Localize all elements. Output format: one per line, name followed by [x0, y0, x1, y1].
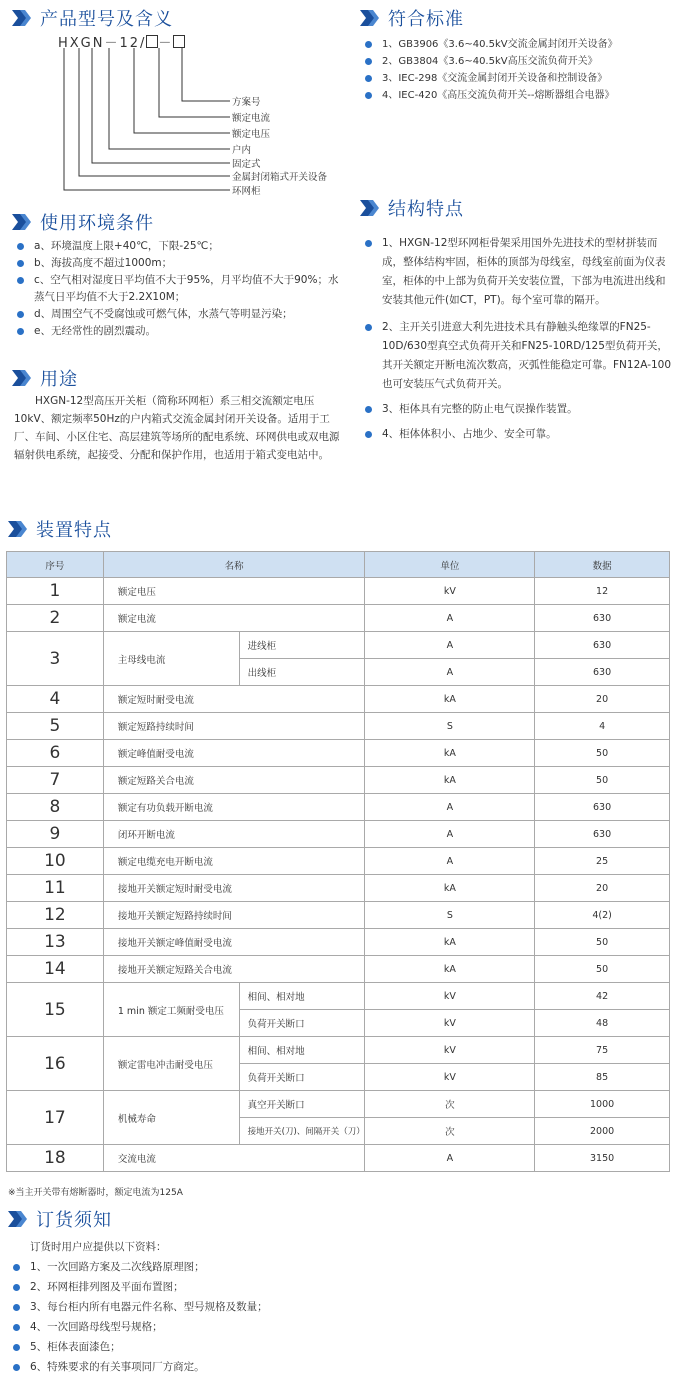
- standards-section-header: [360, 6, 675, 30]
- table-row: 3 主母线电流 进线柜 A 630: [7, 632, 670, 659]
- env-item: c、空气相对湿度日平均值不大于95%，月平均值不大于90%；水蒸气日平均值不大于2.2X10M；: [12, 272, 342, 306]
- header-unit: 单位: [365, 552, 535, 578]
- table-footnote: ※当主开关带有熔断器时，额定电流为125A: [8, 1188, 183, 1198]
- legend-rated-voltage: 额定电压: [232, 129, 271, 140]
- env-list: [12, 238, 342, 340]
- table-row: 接地开关(刀)、间隔开关（刀） 次 2000: [7, 1118, 670, 1145]
- device-section: [8, 517, 308, 541]
- header-name: 名称: [103, 552, 365, 578]
- structure-section: [360, 196, 672, 444]
- standards-list: [360, 36, 675, 104]
- spec-table: [6, 551, 670, 1172]
- table-row: 14 接地开关额定短路关合电流 kA 50: [7, 956, 670, 983]
- header-data: 数据: [535, 552, 670, 578]
- structure-section-title: 结构特点: [388, 199, 464, 220]
- table-row: 7 额定短路关合电流 kA 50: [7, 767, 670, 794]
- device-section-title: 装置特点: [36, 520, 112, 541]
- structure-section-header: [360, 196, 672, 220]
- env-item: e、无经常性的剧烈震动。: [12, 323, 342, 340]
- order-item: 5、柜体表面漆色；: [8, 1337, 408, 1357]
- structure-item: 1、HXGN-12型环网柜骨架采用国外先进技术的型材拼装而成，整体结构牢固，柜体的顶部为母线室，母线室前面为仪表室，柜体的中上部为负荷开关安装位置，下部为电流进出线和安装其他元件(如CT，PT)。每个室可靠的隔开。: [360, 234, 672, 310]
- double-arrow-icon: [12, 369, 34, 387]
- bullet-icon: [13, 1344, 20, 1351]
- table-row: 17 机械寿命 真空开关断口 次 1000: [7, 1091, 670, 1118]
- order-item: 2、环网柜排列图及平面布置图；: [8, 1277, 408, 1297]
- header-num: 序号: [7, 552, 104, 578]
- model-code-sep2: －: [158, 36, 174, 51]
- table-row: 4 额定短时耐受电流 kA 20: [7, 686, 670, 713]
- env-item: a、环境温度上限+40℃，下限-25℃；: [12, 238, 342, 255]
- standard-item: 3、IEC-298《交流金属封闭开关设备和控制设备》: [360, 70, 675, 87]
- table-row: 1 额定电压 kV 12: [7, 578, 670, 605]
- standard-item: 4、IEC-420《高压交流负荷开关--熔断器组合电器》: [360, 87, 675, 104]
- order-item: 3、每台柜内所有电器元件名称、型号规格及数量；: [8, 1297, 408, 1317]
- model-bracket-lines: [0, 0, 240, 200]
- usage-text: HXGN-12型高压开关柜（简称环网柜）系三相交流额定电压10kV、额定频率50Hz的户内箱式交流金属封闭开关设备。适用于工厂、车间、小区住宅、高层建筑等场所的配电系统、环网供电或双电源辐射供电系统，起接受、分配和保护作用，也适用于箱式变电站中。: [14, 395, 340, 461]
- structure-list: [360, 234, 672, 444]
- bullet-icon: [365, 58, 372, 65]
- model-code-sep1: /: [140, 36, 147, 51]
- bullet-icon: [17, 243, 24, 250]
- legend-indoor: 户内: [232, 145, 252, 156]
- structure-item: 4、柜体体积小、占地少、安全可靠。: [360, 425, 672, 444]
- order-item: 6、特殊要求的有关事项同厂方商定。: [8, 1357, 408, 1377]
- bullet-icon: [365, 41, 372, 48]
- structure-item: 3、柜体具有完整的防止电气误操作装置。: [360, 400, 672, 419]
- double-arrow-icon: [12, 213, 34, 231]
- standards-section: [360, 6, 675, 104]
- bullet-icon: [365, 406, 372, 413]
- double-arrow-icon: [8, 520, 30, 538]
- order-item: 4、一次回路母线型号规格；: [8, 1317, 408, 1337]
- table-header-row: [7, 552, 670, 578]
- order-section: [8, 1207, 408, 1377]
- legend-rated-current: 额定电流: [232, 113, 271, 124]
- env-section-header: [12, 210, 342, 234]
- model-code-main: HXGN－12: [58, 36, 141, 51]
- table-row: 8 额定有功负载开断电流 A 630: [7, 794, 670, 821]
- bullet-icon: [365, 431, 372, 438]
- env-section: [12, 210, 342, 340]
- table-row: 12 接地开关额定短路持续时间 S 4(2): [7, 902, 670, 929]
- double-arrow-icon: [360, 199, 382, 217]
- table-row: 2 额定电流 A 630: [7, 605, 670, 632]
- env-section-title: 使用环境条件: [40, 213, 154, 234]
- standards-section-title: 符合标准: [388, 9, 464, 30]
- bullet-icon: [13, 1264, 20, 1271]
- table-row: 负荷开关断口 kV 48: [7, 1010, 670, 1037]
- structure-item: 2、主开关引进意大利先进技术具有静触头绝缘罩的FN25-10D/630型真空式负荷开关和FN25-10RD/125型负荷开关，其开关额定开断电流次数高，灭弧性能稳定可靠。FN12A-100也可安装压气式负荷开关。: [360, 318, 672, 394]
- table-row: 出线柜 A 630: [7, 659, 670, 686]
- env-item: b、海拔高度不超过1000m；: [12, 255, 342, 272]
- bullet-icon: [365, 324, 372, 331]
- legend-scheme: 方案号: [232, 97, 261, 108]
- bullet-icon: [13, 1364, 20, 1371]
- order-list: [8, 1257, 408, 1377]
- table-row: 13 接地开关额定峰值耐受电流 kA 50: [7, 929, 670, 956]
- bullet-icon: [17, 328, 24, 335]
- table-row: 11 接地开关额定短时耐受电流 kA 20: [7, 875, 670, 902]
- legend-metal-enclosed: 金属封闭箱式开关设备: [232, 172, 328, 183]
- device-section-header: [8, 517, 308, 541]
- bullet-icon: [13, 1304, 20, 1311]
- bullet-icon: [365, 92, 372, 99]
- bullet-icon: [365, 75, 372, 82]
- table-row: 18 交流电流 A 3150: [7, 1145, 670, 1172]
- order-section-title: 订货须知: [36, 1210, 112, 1231]
- table-row: 6 额定峰值耐受电流 kA 50: [7, 740, 670, 767]
- order-intro: 订货时用户应提供以下资料：: [30, 1241, 167, 1253]
- order-item: 1、一次回路方案及二次线路原理图；: [8, 1257, 408, 1277]
- bullet-icon: [17, 260, 24, 267]
- standard-item: 1、GB3906《3.6~40.5kV交流金属封闭开关设备》: [360, 36, 675, 53]
- table-row: 负荷开关断口 kV 85: [7, 1064, 670, 1091]
- model-section-title: 产品型号及含义: [40, 9, 173, 30]
- table-row: 16 额定雷电冲击耐受电压 相间、相对地 kV 75: [7, 1037, 670, 1064]
- bullet-icon: [365, 240, 372, 247]
- double-arrow-icon: [8, 1210, 30, 1228]
- standard-item: 2、GB3804《3.6~40.5kV高压交流负荷开关》: [360, 53, 675, 70]
- usage-section: [12, 366, 342, 464]
- table-row: 10 额定电缆充电开断电流 A 25: [7, 848, 670, 875]
- legend-fixed: 固定式: [232, 159, 261, 170]
- order-section-header: [8, 1207, 408, 1231]
- bullet-icon: [17, 277, 24, 284]
- env-item: d、周围空气不受腐蚀或可燃气体，水蒸气等明显污染；: [12, 306, 342, 323]
- table-row: 15 1 min 额定工频耐受电压 相间、相对地 kV 42: [7, 983, 670, 1010]
- bullet-icon: [17, 311, 24, 318]
- bullet-icon: [13, 1324, 20, 1331]
- table-row: 9 闭环开断电流 A 630: [7, 821, 670, 848]
- usage-section-title: 用途: [40, 369, 78, 390]
- bullet-icon: [13, 1284, 20, 1291]
- table-row: 5 额定短路持续时间 S 4: [7, 713, 670, 740]
- usage-section-header: [12, 366, 342, 390]
- double-arrow-icon: [360, 9, 382, 27]
- legend-ring-main-unit: 环网柜: [232, 186, 261, 197]
